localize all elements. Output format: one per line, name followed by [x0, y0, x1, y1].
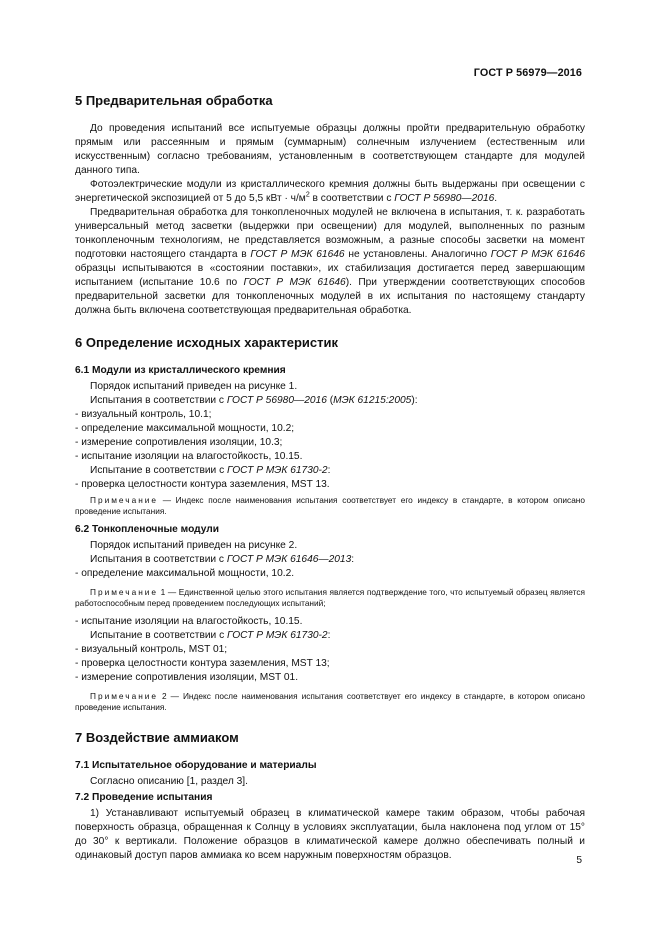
note: Примечание 2 — Индекс после наименования испытания соответствует его индексу в стандарте, в котором описано проведение испытания. — [75, 691, 585, 712]
list-item: - определение максимальной мощности, 10.2; — [75, 423, 295, 434]
list-item: - визуальный контроль, MST 01; — [75, 644, 228, 655]
standard-reference: ГОСТ Р МЭК 61646 — [243, 277, 346, 288]
list-item: Порядок испытаний приведен на рисунке 2. — [90, 540, 298, 551]
subsection-7-2-title: 7.2 Проведение испытания — [75, 792, 213, 803]
list-item: - измерение сопротивления изоляции, MST 01. — [75, 672, 299, 683]
standard-reference: ГОСТ Р МЭК 61646 — [490, 249, 585, 260]
section-5-title: 5 Предварительная обработка — [75, 93, 273, 108]
list-item: - испытание изоляции на влагостойкость, 10.15. — [75, 616, 303, 627]
note: Примечание 1 — Единственной целью этого испытания является подтверждение того, что испытуемый образец является работоспособным перед проведением последующих испытаний; — [75, 587, 585, 608]
section-5-paragraph-3: Предварительная обработка для тонкопленочных модулей не включена в испытания, т. к. разработать универсальный метод засветки (выдержки при освещении) для модулей, выполненных по разным тонкопленочным технологиям, не представляется возможным, а разные способы засветки на момент подготовки настоящего стандарта в ГОСТ Р МЭК 61646 не установлены. Аналогично ГОСТ Р МЭК 61646 образцы испытываются в «состоянии поставки», их стабилизация достигается перед завершающим испытанием (испытание 10.6 по ГОСТ Р МЭК 61646). При утверждении соответствующих способов предварительной засветки для тонкопленочных модулей в их испытания по настоящему стандарту должна быть включена соответствующая предварительная обработка. — [75, 207, 585, 316]
section-7-title: 7 Воздействие аммиаком — [75, 730, 239, 745]
list-item: Испытание в соответствии с ГОСТ Р МЭК 61730-2: — [90, 465, 331, 476]
page-number: 5 — [576, 855, 582, 866]
page-content — [75, 93, 585, 863]
standard-reference: ГОСТ Р МЭК 61646—2013 — [226, 554, 352, 565]
list-item: - измерение сопротивления изоляции, 10.3; — [75, 437, 283, 448]
list-item: - визуальный контроль, 10.1; — [75, 409, 212, 420]
paragraph: Согласно описанию [1, раздел 3]. — [90, 776, 248, 787]
list-item: Испытания в соответствии с ГОСТ Р 56980—2016 (МЭК 61215:2005): — [90, 395, 418, 406]
section-5-paragraph-2: Фотоэлектрические модули из кристаллического кремния должны быть выдержаны при освещении с энергетической экспозицией от 5 до 5,5 кВт · $ч/м^2$ в соответствии с ГОСТ Р 56980—2016. — [75, 179, 585, 204]
subsection-6-1-title: 6.1 Модули из кристаллического кремния — [75, 365, 286, 376]
note: Примечание — Индекс после наименования испытания соответствует его индексу в стандарте, в котором описано проведение испытания. — [75, 495, 585, 516]
section-5-paragraph-1: До проведения испытаний все испытуемые образцы должны пройти предварительную обработку прямым или рассеянным и прямым (суммарным) солнечным излучением (естественным или искусственным) согласно требованиям, установленным в соответствующем стандарте для модулей данного типа. — [75, 123, 585, 176]
list-item: - проверка целостности контура заземления, MST 13. — [75, 479, 330, 490]
paragraph: 1) Устанавливают испытуемый образец в климатической камере таким образом, чтобы рабочая поверхность образца, обращенная к Солнцу в условиях эксплуатации, была наклонена под углом от 15° до 30° к вертикали. Положение образцов в климатической камере должно обеспечивать полный и одинаковый доступ паров аммиака ко всем наружным поверхностям образцов. — [75, 808, 585, 861]
list-item: - проверка целостности контура заземления, MST 13; — [75, 658, 330, 669]
subsection-6-2-title: 6.2 Тонкопленочные модули — [75, 524, 220, 535]
section-6-title: 6 Определение исходных характеристик — [75, 335, 338, 350]
subsection-7-1-title: 7.1 Испытательное оборудование и материалы — [75, 760, 317, 771]
list-item: Порядок испытаний приведен на рисунке 1. — [90, 381, 298, 392]
list-item: Испытания в соответствии с ГОСТ Р МЭК 61646—2013: — [90, 554, 355, 565]
list-item: - испытание изоляции на влагостойкость, 10.15. — [75, 451, 303, 462]
standard-reference: ГОСТ Р МЭК 61730-2 — [227, 465, 328, 476]
standard-reference: ГОСТ Р 56980—2016 — [226, 395, 327, 406]
standard-reference: МЭК 61215:2005 — [333, 395, 412, 406]
standard-reference: ГОСТ Р МЭК 61730-2 — [227, 630, 328, 641]
document-header: ГОСТ Р 56979—2016 — [473, 67, 582, 79]
list-item: - определение максимальной мощности, 10.2. — [75, 568, 295, 579]
standard-reference: ГОСТ Р 56980—2016 — [394, 193, 495, 204]
standard-reference: ГОСТ Р МЭК 61646 — [250, 249, 345, 260]
list-item: Испытание в соответствии с ГОСТ Р МЭК 61730-2: — [90, 630, 331, 641]
